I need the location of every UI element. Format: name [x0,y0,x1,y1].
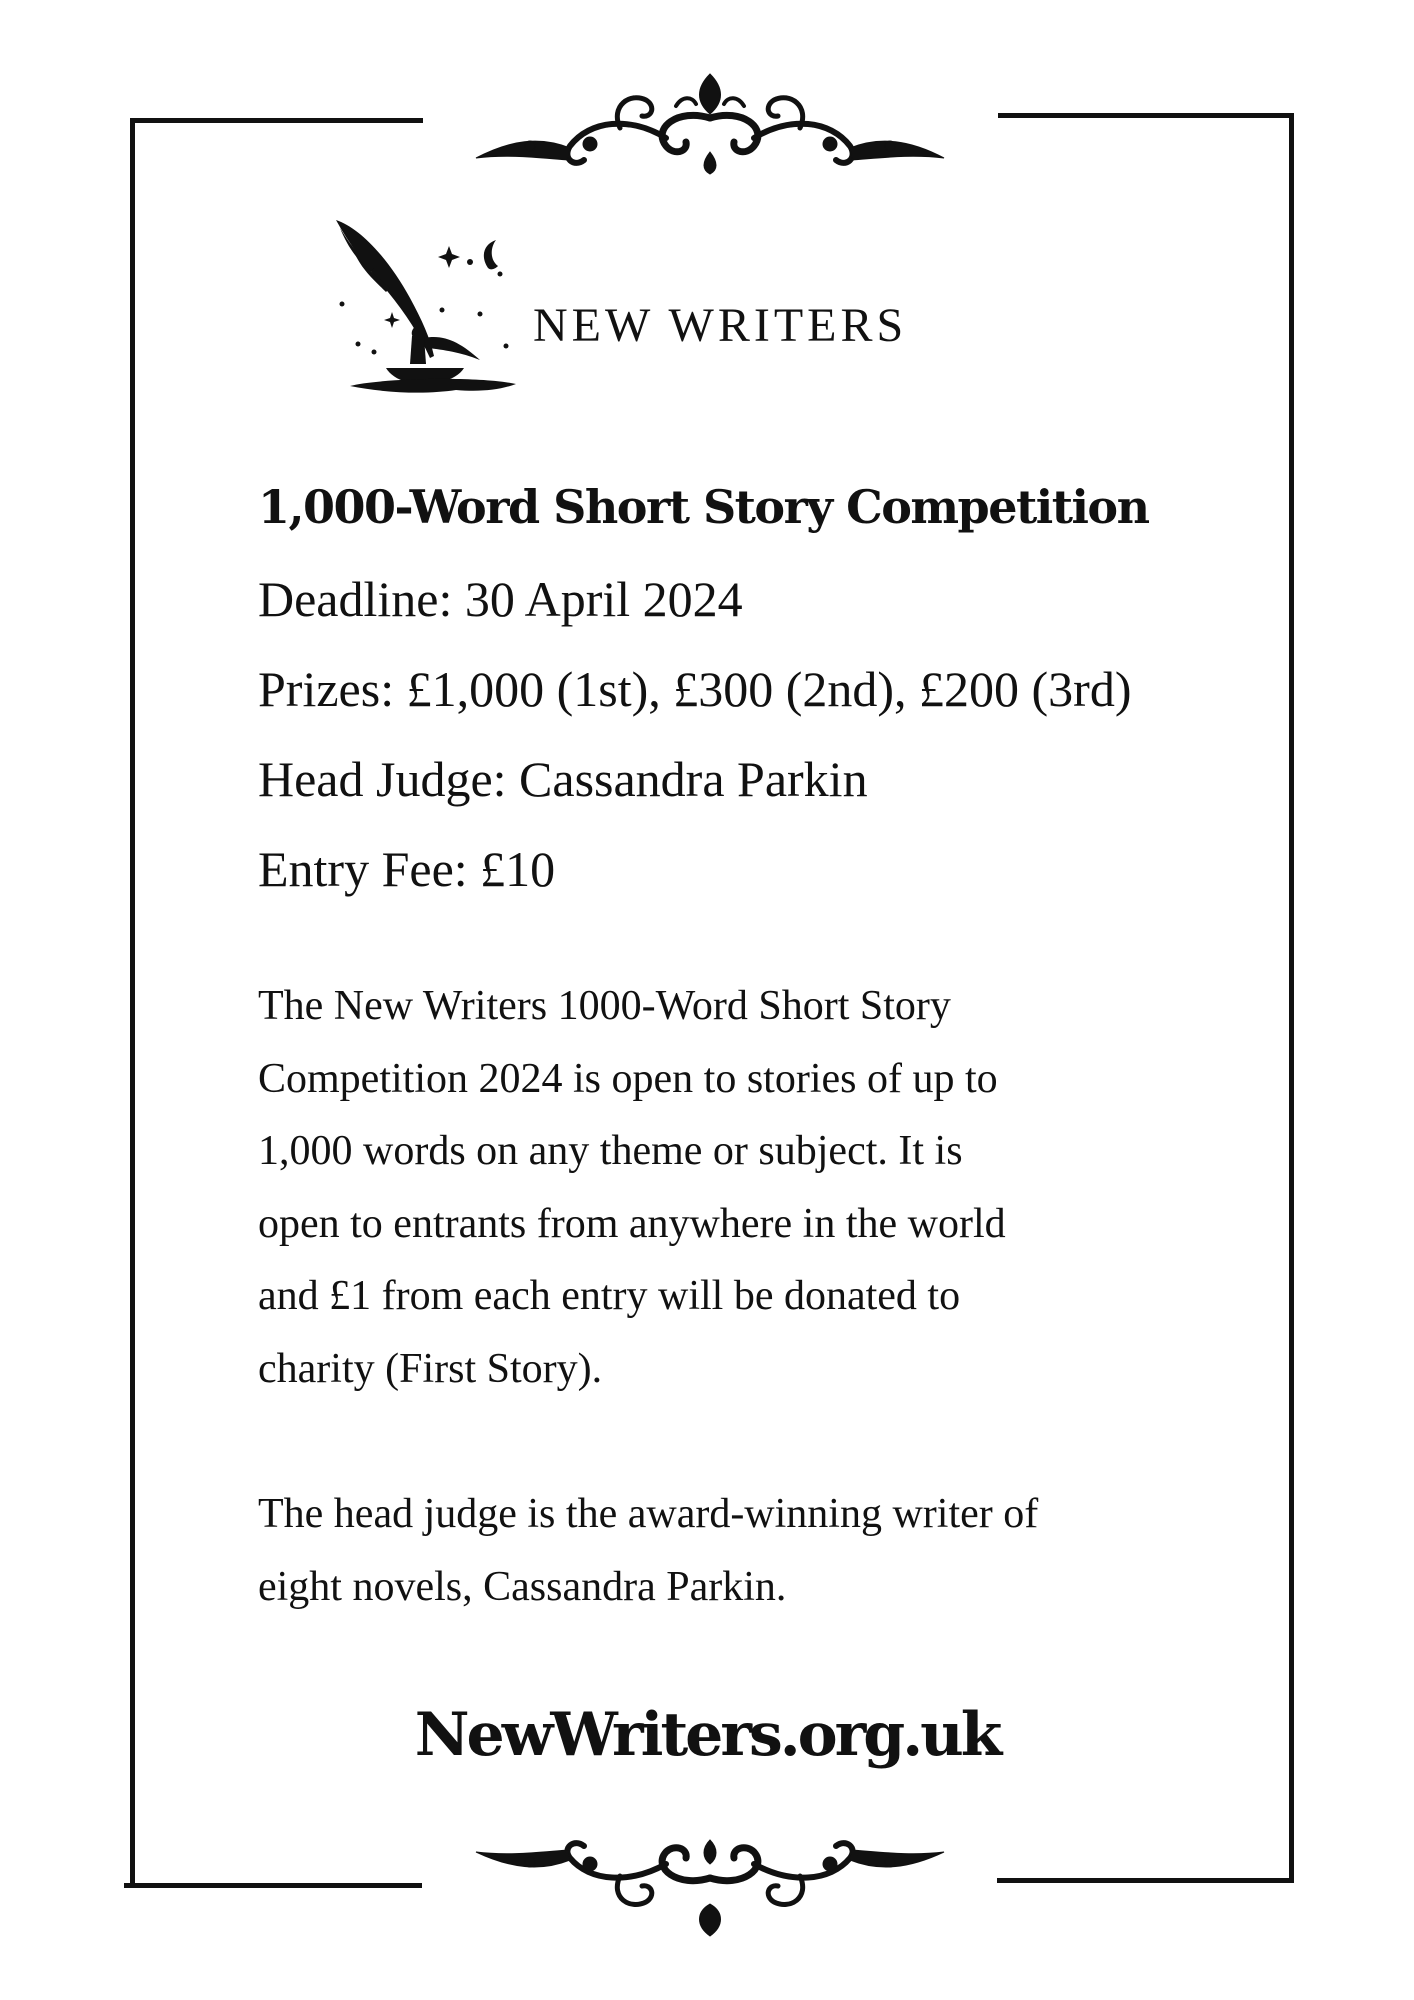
deadline-text: Deadline: 30 April 2024 [258,571,743,627]
entry-fee-text: Entry Fee: £10 [258,841,556,897]
frame-left-line [130,118,135,1888]
paragraph-line: 1,000 words on any theme or subject. It is [258,1128,963,1174]
judge-paragraph [258,1478,1038,1623]
paragraph-line: Competition 2024 is open to stories of up to [258,1055,998,1102]
flourish-ornament-icon [470,66,950,176]
paragraph-line: open to entrants from anywhere in the world [258,1200,1006,1247]
head-judge-text: Head Judge: Cassandra Parkin [258,751,868,807]
frame-top-right-line [998,113,1294,118]
frame-top-left-line [130,118,423,123]
brand-name: NEW WRITERS [533,299,908,352]
paragraph-line: The head judge is the award-winning writer of [258,1491,1039,1537]
frame-right-line [1289,113,1294,1883]
prizes-text: Prizes: £1,000 (1st), £300 (2nd), £200 (3rd) [258,661,1132,717]
flourish-ornament-icon [470,1838,950,1938]
frame-bottom-left-line [124,1883,422,1888]
paragraph-line: eight novels, Cassandra Parkin. [258,1563,787,1610]
frame-bottom-right-line [997,1878,1294,1883]
quill-boat-icon [330,218,530,398]
paragraph-line: and £1 from each entry will be donated to [258,1273,961,1319]
paragraph-line: charity (First Story). [258,1345,603,1392]
website-url: NewWriters.org.uk [414,1700,1000,1770]
paragraph-line: The New Writers 1000-Word Short Story [258,983,951,1029]
competition-title: 1,000-Word Short Story Competition [258,480,1149,534]
description-paragraph [258,970,1006,1405]
